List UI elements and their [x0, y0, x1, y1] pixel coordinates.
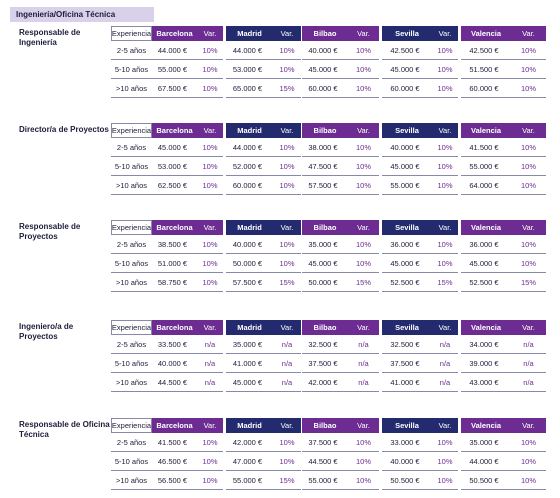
- role-block: [0, 320, 560, 400]
- salary-cell: 56.500 €: [152, 471, 197, 490]
- var-header: Var.: [432, 123, 458, 138]
- variable-cell: 10%: [273, 41, 301, 60]
- var-header: Var.: [348, 418, 379, 433]
- variable-cell: 10%: [348, 471, 379, 490]
- salary-cell: 44.000 €: [152, 41, 197, 60]
- salary-cell: 62.500 €: [152, 176, 197, 195]
- city-header: Valencia: [461, 26, 511, 41]
- variable-cell: n/a: [432, 335, 458, 354]
- var-header: Var.: [197, 26, 223, 41]
- variable-cell: 10%: [348, 60, 379, 79]
- salary-cell: 52.500 €: [461, 273, 511, 292]
- variable-cell: 15%: [432, 273, 458, 292]
- variable-cell: n/a: [273, 373, 301, 392]
- salary-cell: 41.000 €: [226, 354, 273, 373]
- city-header: Bilbao: [302, 418, 348, 433]
- salary-cell: 40.000 €: [152, 354, 197, 373]
- experience-cell: 2-5 años: [111, 433, 152, 452]
- variable-cell: 10%: [273, 60, 301, 79]
- variable-cell: 10%: [197, 254, 223, 273]
- variable-cell: 10%: [511, 41, 546, 60]
- experience-cell: >10 años: [111, 79, 152, 98]
- salary-cell: 53.000 €: [226, 60, 273, 79]
- city-header: Bilbao: [302, 26, 348, 41]
- salary-cell: 60.000 €: [461, 79, 511, 98]
- variable-cell: 10%: [197, 433, 223, 452]
- salary-cell: 55.000 €: [226, 471, 273, 490]
- variable-cell: 10%: [511, 452, 546, 471]
- salary-cell: 45.000 €: [382, 60, 432, 79]
- variable-cell: n/a: [432, 373, 458, 392]
- role-block: [0, 26, 560, 106]
- salary-cell: 43.000 €: [461, 373, 511, 392]
- var-header: Var.: [273, 220, 301, 235]
- variable-cell: 10%: [348, 235, 379, 254]
- salary-cell: 40.000 €: [302, 41, 348, 60]
- variable-cell: 10%: [432, 471, 458, 490]
- variable-cell: n/a: [273, 335, 301, 354]
- salary-cell: 35.000 €: [461, 433, 511, 452]
- salary-cell: 41.500 €: [152, 433, 197, 452]
- variable-cell: 10%: [511, 79, 546, 98]
- salary-cell: 50.000 €: [302, 273, 348, 292]
- salary-cell: 47.000 €: [226, 452, 273, 471]
- salary-cell: 41.500 €: [461, 138, 511, 157]
- var-header: Var.: [511, 220, 546, 235]
- salary-cell: 38.500 €: [152, 235, 197, 254]
- city-header: Valencia: [461, 123, 511, 138]
- var-header: Var.: [511, 26, 546, 41]
- variable-cell: n/a: [348, 354, 379, 373]
- experience-header: Experiencia: [111, 26, 152, 41]
- city-header: Valencia: [461, 220, 511, 235]
- salary-table: [111, 418, 546, 490]
- salary-cell: 36.000 €: [461, 235, 511, 254]
- role-title: Responsable de Ingeniería: [19, 28, 81, 47]
- salary-cell: 45.000 €: [302, 60, 348, 79]
- salary-cell: 45.000 €: [152, 138, 197, 157]
- variable-cell: n/a: [511, 373, 546, 392]
- salary-cell: 33.000 €: [382, 433, 432, 452]
- salary-cell: 55.000 €: [302, 471, 348, 490]
- salary-cell: 60.000 €: [382, 79, 432, 98]
- variable-cell: 10%: [511, 254, 546, 273]
- salary-cell: 42.000 €: [302, 373, 348, 392]
- variable-cell: 10%: [197, 138, 223, 157]
- variable-cell: n/a: [197, 373, 223, 392]
- variable-cell: 10%: [273, 254, 301, 273]
- variable-cell: 10%: [273, 452, 301, 471]
- variable-cell: 10%: [432, 452, 458, 471]
- salary-cell: 41.000 €: [382, 373, 432, 392]
- salary-cell: 40.000 €: [382, 452, 432, 471]
- city-header: Sevilla: [382, 418, 432, 433]
- variable-cell: n/a: [197, 335, 223, 354]
- city-header: Madrid: [226, 220, 273, 235]
- experience-cell: 2-5 años: [111, 335, 152, 354]
- salary-table: [111, 26, 546, 98]
- city-header: Barcelona: [152, 320, 197, 335]
- variable-cell: 15%: [348, 273, 379, 292]
- salary-cell: 45.000 €: [302, 254, 348, 273]
- variable-cell: 10%: [273, 157, 301, 176]
- variable-cell: 10%: [432, 138, 458, 157]
- variable-cell: 10%: [197, 273, 223, 292]
- salary-cell: 60.000 €: [226, 176, 273, 195]
- var-header: Var.: [432, 26, 458, 41]
- role-title: Ingeniero/a de Proyectos: [19, 322, 74, 341]
- variable-cell: 15%: [273, 79, 301, 98]
- variable-cell: n/a: [348, 373, 379, 392]
- var-header: Var.: [348, 123, 379, 138]
- city-header: Valencia: [461, 320, 511, 335]
- var-header: Var.: [348, 26, 379, 41]
- salary-cell: 32.500 €: [302, 335, 348, 354]
- variable-cell: 10%: [348, 79, 379, 98]
- experience-cell: 5-10 años: [111, 452, 152, 471]
- salary-table: [111, 220, 546, 292]
- salary-cell: 57.500 €: [226, 273, 273, 292]
- city-header: Madrid: [226, 26, 273, 41]
- variable-cell: 10%: [511, 433, 546, 452]
- variable-cell: 10%: [197, 157, 223, 176]
- city-header: Sevilla: [382, 220, 432, 235]
- salary-cell: 57.500 €: [302, 176, 348, 195]
- var-header: Var.: [348, 220, 379, 235]
- salary-cell: 44.000 €: [226, 41, 273, 60]
- variable-cell: 10%: [348, 433, 379, 452]
- variable-cell: 10%: [197, 41, 223, 60]
- variable-cell: 10%: [432, 235, 458, 254]
- var-header: Var.: [511, 320, 546, 335]
- var-header: Var.: [273, 123, 301, 138]
- var-header: Var.: [348, 320, 379, 335]
- salary-cell: 42.500 €: [461, 41, 511, 60]
- variable-cell: 10%: [197, 176, 223, 195]
- salary-cell: 37.500 €: [302, 354, 348, 373]
- city-header: Bilbao: [302, 220, 348, 235]
- city-header: Barcelona: [152, 123, 197, 138]
- var-header: Var.: [273, 320, 301, 335]
- var-header: Var.: [197, 123, 223, 138]
- salary-cell: 42.500 €: [382, 41, 432, 60]
- var-header: Var.: [197, 418, 223, 433]
- variable-cell: n/a: [511, 354, 546, 373]
- salary-cell: 39.000 €: [461, 354, 511, 373]
- experience-cell: 2-5 años: [111, 41, 152, 60]
- salary-cell: 51.000 €: [152, 254, 197, 273]
- variable-cell: 10%: [348, 157, 379, 176]
- variable-cell: 10%: [511, 138, 546, 157]
- salary-cell: 52.000 €: [226, 157, 273, 176]
- variable-cell: 10%: [432, 60, 458, 79]
- variable-cell: 10%: [197, 235, 223, 254]
- variable-cell: n/a: [348, 335, 379, 354]
- salary-cell: 45.000 €: [382, 157, 432, 176]
- role-block: [0, 418, 560, 498]
- salary-cell: 47.500 €: [302, 157, 348, 176]
- salary-cell: 44.000 €: [226, 138, 273, 157]
- experience-cell: 5-10 años: [111, 157, 152, 176]
- city-header: Sevilla: [382, 26, 432, 41]
- salary-table: [111, 123, 546, 195]
- variable-cell: 15%: [511, 273, 546, 292]
- salary-cell: 50.500 €: [382, 471, 432, 490]
- var-header: Var.: [197, 320, 223, 335]
- salary-cell: 40.000 €: [382, 138, 432, 157]
- city-header: Barcelona: [152, 26, 197, 41]
- city-header: Madrid: [226, 320, 273, 335]
- variable-cell: 10%: [511, 157, 546, 176]
- city-header: Barcelona: [152, 418, 197, 433]
- role-title: Responsable de Oficina Técnica: [19, 420, 110, 439]
- var-header: Var.: [273, 26, 301, 41]
- variable-cell: 10%: [432, 79, 458, 98]
- var-header: Var.: [432, 418, 458, 433]
- variable-cell: 10%: [511, 60, 546, 79]
- salary-cell: 50.500 €: [461, 471, 511, 490]
- role-title: Director/a de Proyectos: [19, 125, 109, 134]
- salary-cell: 67.500 €: [152, 79, 197, 98]
- salary-cell: 46.500 €: [152, 452, 197, 471]
- salary-cell: 50.000 €: [226, 254, 273, 273]
- role-block: [0, 220, 560, 300]
- role-block: [0, 123, 560, 203]
- variable-cell: 10%: [348, 452, 379, 471]
- variable-cell: 10%: [273, 176, 301, 195]
- experience-cell: 5-10 años: [111, 354, 152, 373]
- city-header: Sevilla: [382, 123, 432, 138]
- city-header: Bilbao: [302, 320, 348, 335]
- experience-header: Experiencia: [111, 320, 152, 335]
- salary-cell: 65.000 €: [226, 79, 273, 98]
- salary-cell: 32.500 €: [382, 335, 432, 354]
- salary-cell: 53.000 €: [152, 157, 197, 176]
- var-header: Var.: [432, 320, 458, 335]
- variable-cell: n/a: [511, 335, 546, 354]
- salary-cell: 33.500 €: [152, 335, 197, 354]
- variable-cell: 10%: [273, 235, 301, 254]
- variable-cell: 10%: [511, 176, 546, 195]
- salary-cell: 55.000 €: [461, 157, 511, 176]
- salary-cell: 36.000 €: [382, 235, 432, 254]
- variable-cell: 10%: [197, 471, 223, 490]
- salary-cell: 52.500 €: [382, 273, 432, 292]
- variable-cell: n/a: [197, 354, 223, 373]
- variable-cell: 10%: [197, 60, 223, 79]
- city-header: Madrid: [226, 418, 273, 433]
- salary-cell: 45.000 €: [382, 254, 432, 273]
- var-header: Var.: [197, 220, 223, 235]
- variable-cell: 10%: [432, 433, 458, 452]
- experience-cell: 5-10 años: [111, 254, 152, 273]
- variable-cell: 10%: [197, 79, 223, 98]
- variable-cell: 10%: [432, 41, 458, 60]
- salary-cell: 35.000 €: [302, 235, 348, 254]
- var-header: Var.: [511, 123, 546, 138]
- experience-cell: >10 años: [111, 471, 152, 490]
- var-header: Var.: [511, 418, 546, 433]
- variable-cell: n/a: [432, 354, 458, 373]
- salary-cell: 58.750 €: [152, 273, 197, 292]
- salary-cell: 44.500 €: [152, 373, 197, 392]
- salary-cell: 45.000 €: [461, 254, 511, 273]
- section-title: Ingeniería/Oficina Técnica: [10, 7, 154, 22]
- variable-cell: 10%: [273, 433, 301, 452]
- variable-cell: 15%: [273, 471, 301, 490]
- salary-cell: 55.000 €: [382, 176, 432, 195]
- salary-cell: 35.000 €: [226, 335, 273, 354]
- variable-cell: 10%: [511, 235, 546, 254]
- variable-cell: 10%: [348, 254, 379, 273]
- salary-cell: 40.000 €: [226, 235, 273, 254]
- var-header: Var.: [432, 220, 458, 235]
- salary-cell: 51.500 €: [461, 60, 511, 79]
- variable-cell: 10%: [432, 254, 458, 273]
- variable-cell: 10%: [348, 138, 379, 157]
- experience-header: Experiencia: [111, 123, 152, 138]
- salary-cell: 55.000 €: [152, 60, 197, 79]
- var-header: Var.: [273, 418, 301, 433]
- experience-cell: 2-5 años: [111, 235, 152, 254]
- experience-header: Experiencia: [111, 220, 152, 235]
- city-header: Bilbao: [302, 123, 348, 138]
- salary-cell: 44.000 €: [461, 452, 511, 471]
- salary-cell: 38.000 €: [302, 138, 348, 157]
- salary-cell: 44.500 €: [302, 452, 348, 471]
- variable-cell: 10%: [432, 176, 458, 195]
- salary-cell: 60.000 €: [302, 79, 348, 98]
- salary-cell: 42.000 €: [226, 433, 273, 452]
- variable-cell: 10%: [197, 452, 223, 471]
- salary-cell: 37.500 €: [382, 354, 432, 373]
- salary-cell: 64.000 €: [461, 176, 511, 195]
- role-title: Responsable de Proyectos: [19, 222, 81, 241]
- city-header: Sevilla: [382, 320, 432, 335]
- variable-cell: 10%: [273, 138, 301, 157]
- variable-cell: 10%: [511, 471, 546, 490]
- variable-cell: 10%: [432, 157, 458, 176]
- salary-table: [111, 320, 546, 392]
- experience-cell: >10 años: [111, 176, 152, 195]
- salary-cell: 37.500 €: [302, 433, 348, 452]
- salary-cell: 45.000 €: [226, 373, 273, 392]
- experience-cell: >10 años: [111, 273, 152, 292]
- experience-header: Experiencia: [111, 418, 152, 433]
- salary-cell: 34.000 €: [461, 335, 511, 354]
- city-header: Madrid: [226, 123, 273, 138]
- variable-cell: 10%: [348, 176, 379, 195]
- experience-cell: >10 años: [111, 373, 152, 392]
- experience-cell: 5-10 años: [111, 60, 152, 79]
- variable-cell: 10%: [348, 41, 379, 60]
- experience-cell: 2-5 años: [111, 138, 152, 157]
- city-header: Valencia: [461, 418, 511, 433]
- variable-cell: 15%: [273, 273, 301, 292]
- variable-cell: n/a: [273, 354, 301, 373]
- city-header: Barcelona: [152, 220, 197, 235]
